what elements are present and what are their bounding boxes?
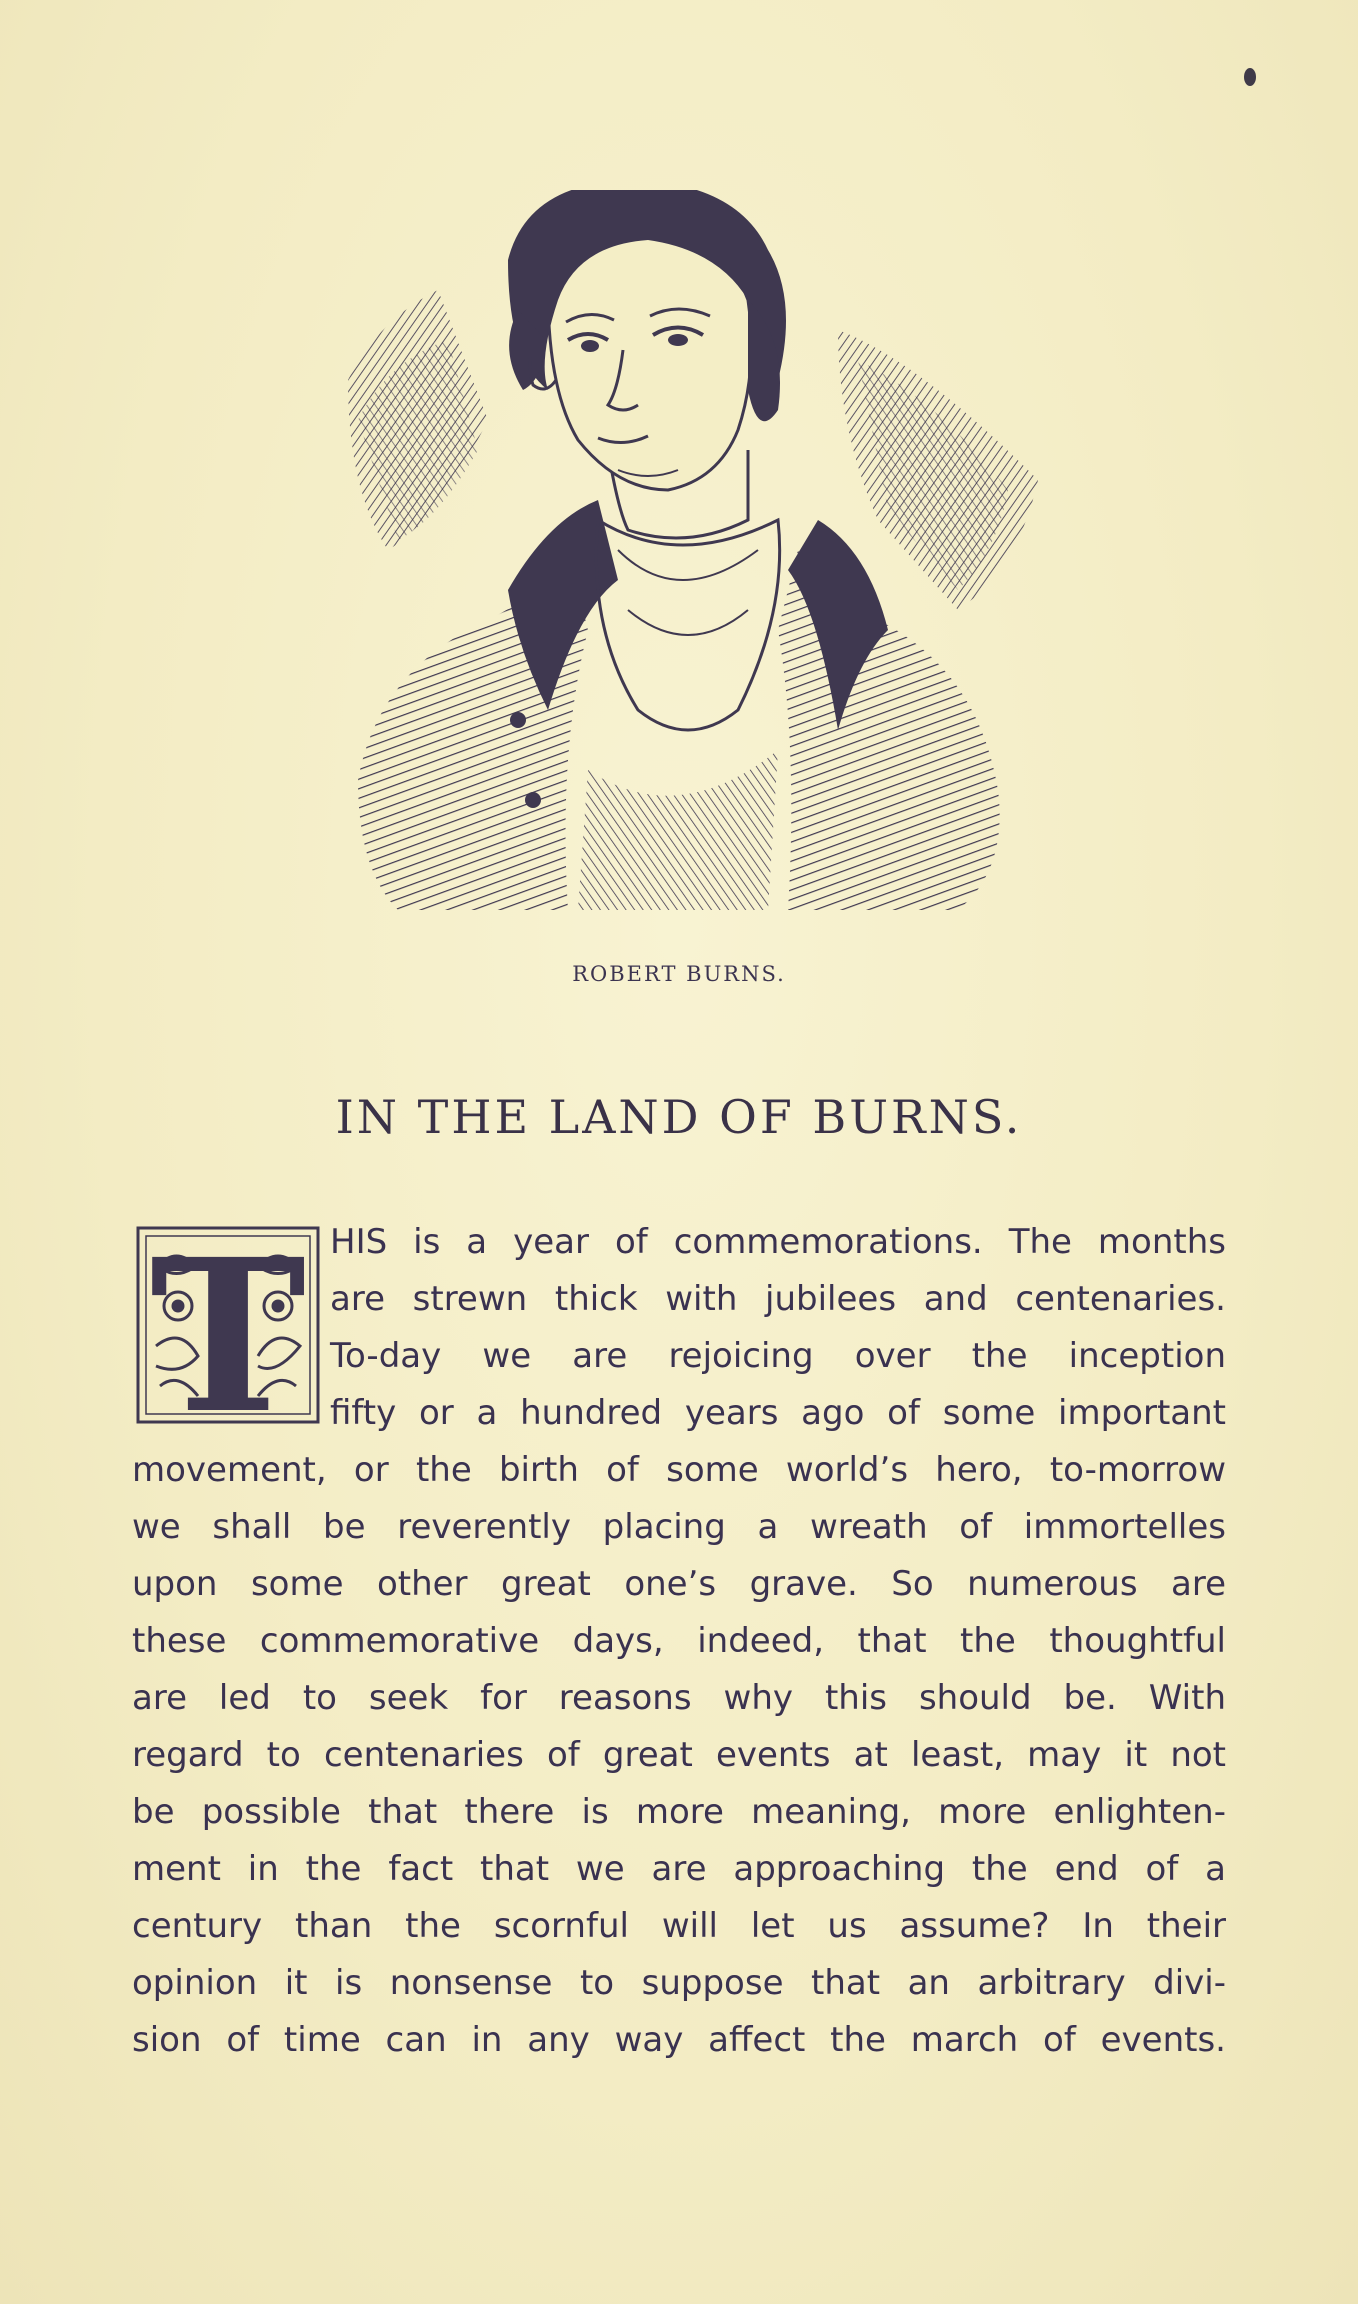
body-line: ment in the fact that we are approaching the end of a xyxy=(132,1849,1226,1889)
body-line: are led to seek for reasons why this should be. With xyxy=(132,1678,1226,1718)
portrait-engraving xyxy=(318,190,1048,930)
body-line: upon some other great one’s grave. So numerous are xyxy=(132,1564,1226,1604)
body-line: we shall be reverently placing a wreath of immortelles xyxy=(132,1507,1226,1547)
body-line: are strewn thick with jubilees and centenaries. xyxy=(330,1279,1226,1319)
body-line: these commemorative days, indeed, that the thoughtful xyxy=(132,1621,1226,1661)
body-line: movement, or the birth of some world’s hero, to-morrow xyxy=(132,1450,1226,1490)
chapter-title: IN THE LAND OF BURNS. xyxy=(335,1090,1023,1144)
drop-cap-letter: T xyxy=(149,1226,307,1424)
body-line: regard to centenaries of great events at least, may it not xyxy=(132,1735,1226,1775)
portrait-caption: ROBERT BURNS. xyxy=(572,962,786,986)
ink-spot xyxy=(1244,68,1256,86)
body-line: century than the scornful will let us assume? In their xyxy=(132,1906,1226,1946)
body-line: To-day we are rejoicing over the inception xyxy=(330,1336,1226,1376)
body-line: opinion it is nonsense to suppose that an arbitrary divi- xyxy=(132,1963,1226,2003)
drop-cap xyxy=(136,1226,320,1424)
body-line: fifty or a hundred years ago of some important xyxy=(330,1393,1226,1433)
body-line: be possible that there is more meaning, more enlighten- xyxy=(132,1792,1226,1832)
body-line: sion of time can in any way affect the march of events. xyxy=(132,2020,1226,2060)
body-line: HIS is a year of commemorations. The months xyxy=(330,1222,1226,1262)
